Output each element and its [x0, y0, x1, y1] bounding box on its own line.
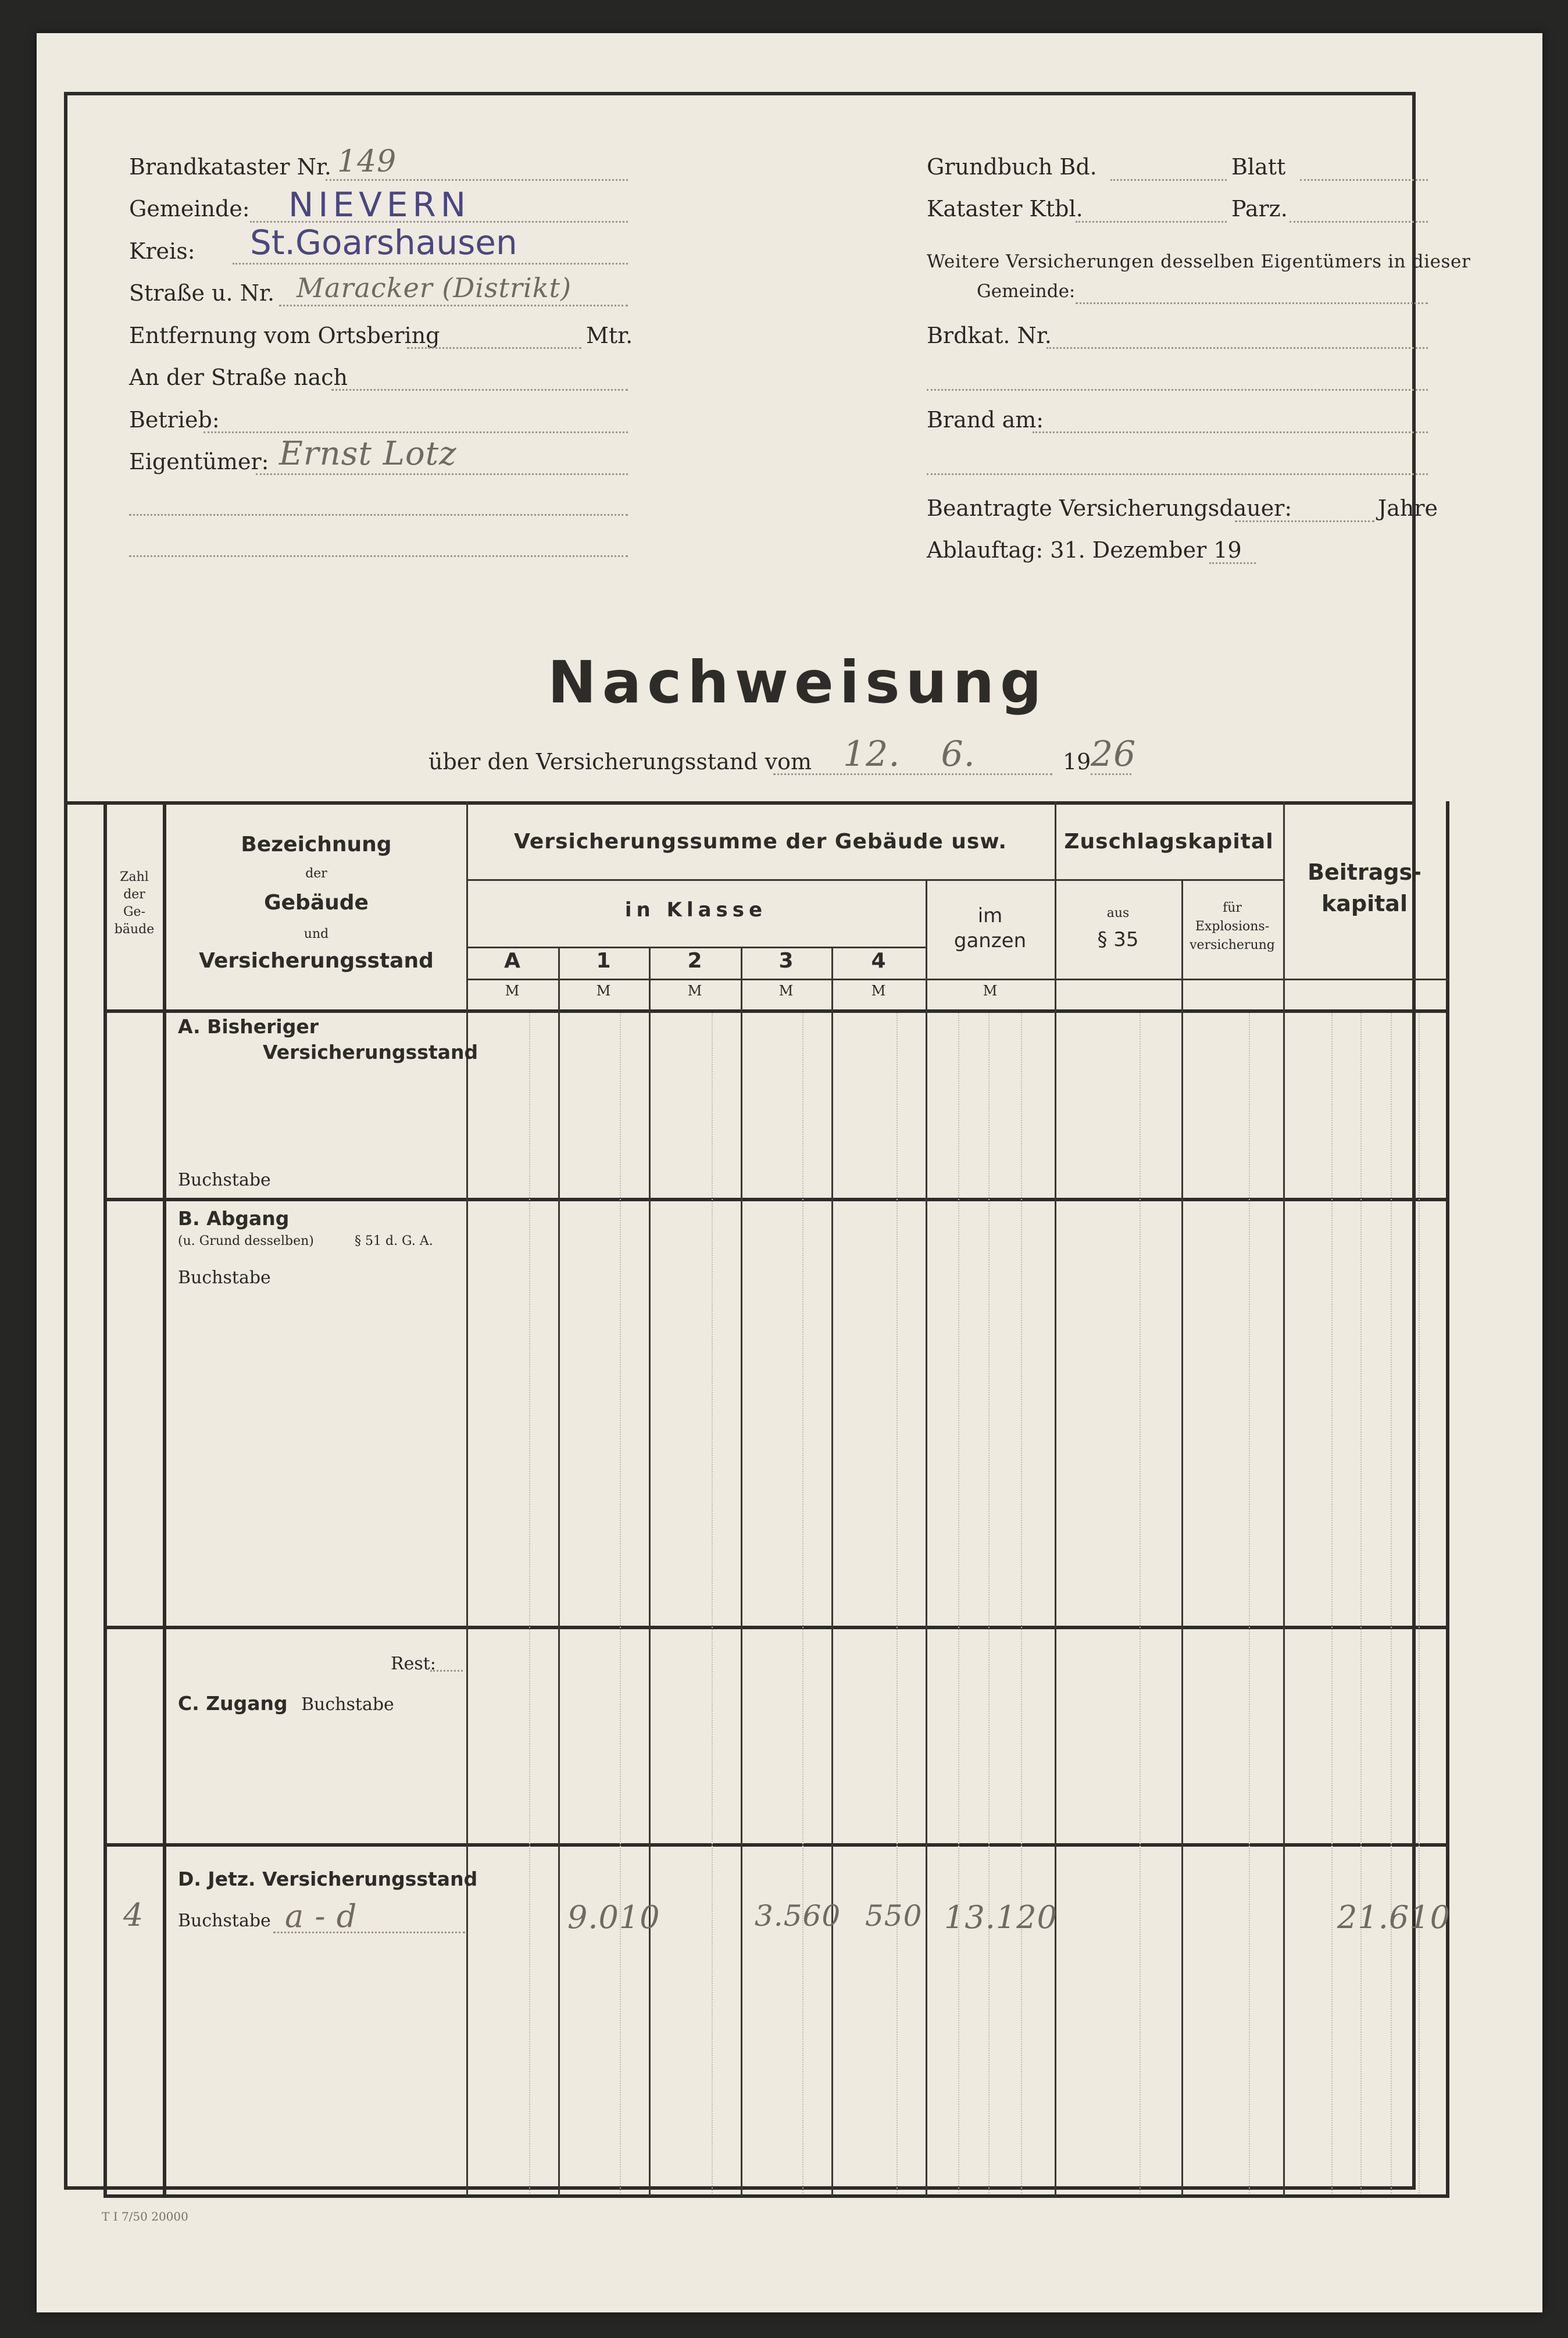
gemeinde-label: Gemeinde:	[129, 196, 250, 222]
section-c-title: C. Zugang	[178, 1692, 288, 1715]
strasse-nach-line	[331, 389, 628, 391]
col-divider-a	[558, 947, 560, 2196]
section-a-border	[106, 1198, 1449, 1201]
col-divider-aus	[1181, 879, 1183, 2196]
header-row-line-2	[466, 947, 926, 948]
section-d-ganzen: 13.120	[944, 1899, 1058, 1936]
betrieb-line	[203, 431, 628, 433]
cent-rule	[1419, 1013, 1420, 2193]
blatt-line	[1300, 179, 1428, 181]
col-divider-4	[926, 879, 927, 2196]
brandkataster-label: Brandkataster Nr.	[129, 154, 331, 180]
section-b-para: § 51 d. G. A.	[355, 1234, 433, 1248]
header-row-line-3	[466, 979, 1449, 980]
eigentuemer-line	[256, 473, 628, 475]
strasse-line	[279, 305, 628, 306]
cent-rule	[1249, 1013, 1250, 2193]
year-prefix: 19	[1063, 749, 1091, 774]
section-a-title: A. Bisheriger	[178, 1015, 319, 1038]
col-header-klasse: in Klasse	[624, 898, 767, 922]
brdkat-label: Brdkat. Nr.	[927, 323, 1052, 348]
brandkataster-line	[326, 179, 628, 181]
section-d-title: D. Jetz. Versicherungsstand	[178, 1868, 478, 1890]
brdkat-line	[1046, 347, 1428, 349]
dauer-label: Beantragte Versicherungsdauer:	[927, 495, 1292, 521]
unit-1: M	[596, 983, 611, 999]
cent-rule	[1391, 1013, 1392, 2193]
klasse-4: 4	[871, 949, 886, 973]
weitere-line	[1076, 302, 1428, 304]
section-d-buchstabe-value: a - d	[285, 1898, 358, 1934]
kreis-line	[233, 263, 628, 265]
grundbuch-label: Grundbuch Bd.	[927, 154, 1097, 180]
section-d-zahl: 4	[123, 1897, 144, 1933]
year-line	[1091, 773, 1131, 775]
dauer-line	[1235, 520, 1374, 522]
section-a-buchstabe: Buchstabe	[178, 1170, 271, 1190]
section-d-klasse-1: 9.010	[567, 1899, 660, 1936]
col-divider-1	[649, 947, 651, 2196]
dauer-unit: Jahre	[1378, 495, 1438, 521]
col-header-aus: aus	[1106, 906, 1130, 920]
brand-label: Brand am:	[927, 407, 1044, 433]
rest-line	[430, 1670, 463, 1672]
parz-line	[1290, 221, 1428, 223]
header-row-line-1	[466, 879, 1283, 881]
section-d-klasse-4: 550	[865, 1899, 923, 1933]
eigentuemer-label: Eigentümer:	[129, 449, 269, 474]
blatt-label: Blatt	[1231, 154, 1286, 180]
entfernung-unit: Mtr.	[586, 323, 633, 348]
col-header-beitrag: Beitrags-	[1308, 859, 1421, 885]
cent-rule	[802, 1013, 803, 2193]
klasse-2: 2	[687, 949, 702, 973]
weitere-line2: Gemeinde:	[977, 281, 1076, 302]
table-left-border	[103, 801, 107, 2198]
kataster-label: Kataster Ktbl.	[927, 196, 1083, 222]
col-divider-ganzen	[1055, 801, 1056, 2196]
col-divider-zahl	[163, 801, 166, 2198]
cent-rule	[529, 1013, 530, 2193]
brand-line-2	[927, 473, 1428, 475]
cent-rule	[1360, 1013, 1362, 2193]
cent-rule	[1331, 1013, 1333, 2193]
eigentuemer-line-2	[129, 514, 628, 516]
section-c-buchstabe: Buchstabe	[301, 1694, 394, 1715]
cent-rule	[896, 1013, 898, 2193]
cent-rule	[1021, 1013, 1022, 2193]
document-title: Nachweisung	[548, 648, 1048, 716]
section-a-title-2: Versicherungsstand	[263, 1041, 478, 1063]
col-divider-bezeichnung	[466, 801, 468, 2196]
unit-4: M	[871, 983, 886, 999]
weitere-line1: Weitere Versicherungen desselben Eigentümers in dieser	[927, 251, 1471, 272]
col-header-fuer: für Explosions- versicherung	[1190, 901, 1275, 952]
brdkat-line-2	[927, 389, 1428, 391]
unit-2: M	[687, 983, 702, 999]
kreis-label: Kreis:	[129, 238, 195, 264]
grundbuch-line	[1110, 179, 1227, 181]
ablauf-line	[1209, 562, 1256, 564]
eigentuemer-line-3	[129, 555, 628, 557]
col-header-bezeichnung: Bezeichnung	[241, 833, 392, 856]
betrieb-label: Betrieb:	[129, 407, 220, 433]
unit-ganzen: M	[983, 983, 998, 999]
section-b-buchstabe: Buchstabe	[178, 1268, 271, 1288]
strasse-value: Maracker (Distrikt)	[297, 272, 572, 304]
unit-a: M	[505, 983, 520, 999]
col-header-ganzen: im	[977, 904, 1003, 927]
subtitle: über den Versicherungsstand vom	[428, 749, 812, 774]
brandkataster-value: 149	[337, 144, 397, 179]
entfernung-line	[407, 347, 581, 349]
col-divider-3	[831, 947, 833, 2196]
col-header-zuschlag: Zuschlagskapital	[1064, 830, 1274, 854]
section-b-title: B. Abgang	[178, 1207, 290, 1230]
date-value: 12. 6.	[843, 734, 976, 774]
cent-rule	[712, 1013, 713, 2193]
gemeinde-stamp: NIEVERN	[288, 185, 471, 224]
year-value: 26	[1091, 734, 1137, 774]
strasse-label: Straße u. Nr.	[129, 280, 275, 306]
ablauf-label: Ablauftag: 31. Dezember 19	[927, 537, 1242, 563]
col-divider-2	[741, 947, 742, 2196]
section-c-rest: Rest:	[391, 1654, 436, 1674]
cent-rule	[958, 1013, 959, 2193]
col-header-summe: Versicherungssumme der Gebäude usw.	[514, 830, 1007, 854]
parz-label: Parz.	[1231, 196, 1288, 222]
entfernung-label: Entfernung vom Ortsbering	[129, 323, 440, 348]
col-header-zahl: Zahl der Ge- bäude	[114, 870, 155, 937]
brand-line	[1033, 431, 1428, 433]
col-divider-fuer	[1283, 801, 1285, 2196]
cent-rule	[620, 1013, 621, 2193]
unit-3: M	[778, 983, 794, 999]
cent-rule	[1140, 1013, 1141, 2193]
klasse-3: 3	[778, 949, 794, 973]
strasse-nach-label: An der Straße nach	[129, 365, 348, 390]
section-d-buchstabe: Buchstabe	[178, 1911, 271, 1931]
table-top-border	[64, 801, 1416, 805]
section-b-sub: (u. Grund desselben)	[178, 1234, 314, 1248]
table-header-border	[106, 1009, 1449, 1013]
section-c-border	[106, 1843, 1449, 1847]
form-code: T I 7/50 20000	[102, 2210, 188, 2223]
section-d-beitrag: 21.610	[1337, 1899, 1451, 1936]
klasse-a: A	[504, 949, 520, 973]
section-d-klasse-3: 3.560	[755, 1899, 841, 1933]
table-right-border	[1446, 801, 1449, 2198]
buchstabe-line	[273, 1932, 465, 1933]
table-bottom-border	[103, 2194, 1449, 2198]
kreis-stamp: St.Goarshausen	[250, 223, 517, 262]
eigentuemer-value: Ernst Lotz	[279, 435, 457, 473]
section-b-border	[106, 1626, 1449, 1629]
kataster-line	[1076, 221, 1227, 223]
cent-rule	[988, 1013, 990, 2193]
klasse-1: 1	[596, 949, 611, 973]
